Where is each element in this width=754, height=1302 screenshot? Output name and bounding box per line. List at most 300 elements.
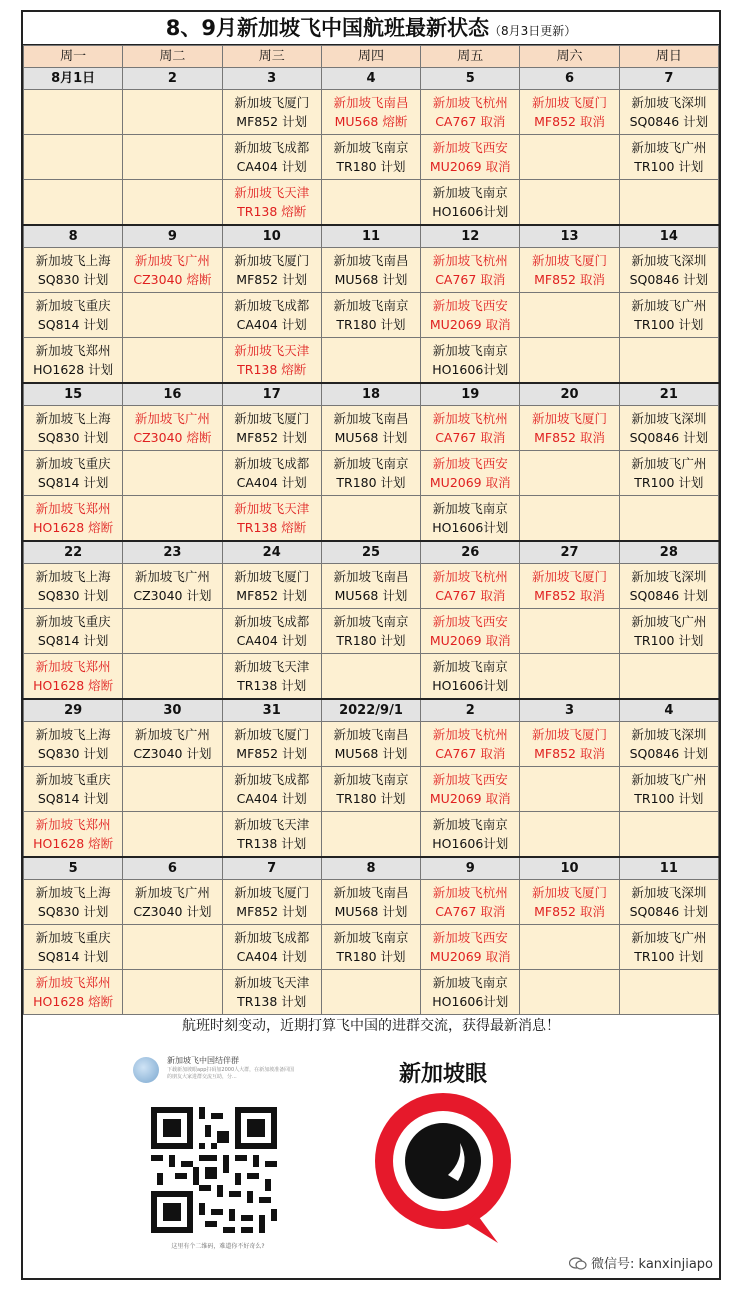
- flight-cell: [123, 880, 222, 925]
- date-cell: 8: [321, 857, 420, 880]
- flight-status: MU568 计划: [334, 746, 408, 761]
- flight-status: TR180 计划: [336, 633, 406, 648]
- flight-route: 新加坡飞厦门: [532, 569, 608, 584]
- flight-route: 新加坡飞上海: [35, 885, 111, 900]
- flight-row: [24, 925, 719, 970]
- group-desc: 下载新加坡眼app扫码加2000人大群，在新加坡准备回国的朋友大家进群交流互助，分...: [167, 1067, 295, 1080]
- flight-route: 新加坡飞广州: [134, 885, 210, 900]
- flight-cell: [520, 767, 619, 812]
- flight-cell: [619, 970, 718, 1015]
- flight-status: HO1628 熔断: [33, 836, 114, 851]
- date-cell: 26: [421, 541, 520, 564]
- date-cell: 3: [222, 68, 321, 90]
- flight-cell: [222, 970, 321, 1015]
- date-cell: 15: [24, 383, 123, 406]
- flight-status: HO1628 熔断: [33, 520, 114, 535]
- flight-status: HO1606计划: [432, 204, 509, 219]
- flight-status: HO1628 计划: [33, 362, 114, 377]
- flight-cell: [619, 496, 718, 542]
- flight-route: 新加坡飞天津: [234, 817, 310, 832]
- flight-route: 新加坡飞南京: [432, 501, 508, 516]
- flight-route: 新加坡飞成都: [234, 298, 310, 313]
- flight-cell: [123, 609, 222, 654]
- flight-route: 新加坡飞成都: [234, 456, 310, 471]
- wechat-label: [569, 1253, 713, 1272]
- date-cell: 25: [321, 541, 420, 564]
- flight-route: 新加坡飞厦门: [234, 727, 310, 742]
- flight-route: 新加坡飞南京: [333, 930, 409, 945]
- flight-route: 新加坡飞广州: [134, 727, 210, 742]
- flight-status: MU2069 取消: [429, 475, 511, 490]
- flight-cell: [520, 970, 619, 1015]
- logo-text: 新加坡眼: [398, 1062, 488, 1087]
- flight-cell: [123, 496, 222, 542]
- flight-cell: [123, 90, 222, 135]
- flight-cell: [619, 654, 718, 700]
- flight-status: HO1628 熔断: [33, 678, 114, 693]
- logo-eye: [348, 1043, 538, 1243]
- flight-route: 新加坡飞南京: [432, 185, 508, 200]
- flight-cell: [321, 609, 420, 654]
- date-cell: 10: [222, 225, 321, 248]
- flight-status: MF852 计划: [236, 430, 308, 445]
- flight-cell: [421, 654, 520, 700]
- flight-cell: [520, 135, 619, 180]
- flight-cell: [520, 925, 619, 970]
- flight-status: MF852 取消: [534, 588, 605, 603]
- flight-route: 新加坡飞天津: [234, 659, 310, 674]
- flight-route: 新加坡飞成都: [234, 772, 310, 787]
- flight-cell: [619, 722, 718, 767]
- date-cell: 30: [123, 699, 222, 722]
- flight-status: MU568 计划: [334, 272, 408, 287]
- weekday-header: 周六: [520, 46, 619, 68]
- flight-cell: [321, 90, 420, 135]
- date-cell: 22: [24, 541, 123, 564]
- flight-status: TR100 计划: [634, 949, 704, 964]
- flight-status: CZ3040 计划: [133, 904, 212, 919]
- flight-status: MF852 计划: [236, 746, 308, 761]
- flight-status: SQ814 计划: [37, 475, 109, 490]
- flight-cell: [520, 812, 619, 858]
- flight-row: [24, 248, 719, 293]
- flight-cell: [619, 767, 718, 812]
- flight-cell: [321, 338, 420, 384]
- flight-cell: [619, 880, 718, 925]
- date-cell: 4: [619, 699, 718, 722]
- flight-status: CA404 计划: [236, 159, 307, 174]
- flight-route: 新加坡飞广州: [631, 298, 707, 313]
- flight-row: [24, 90, 719, 135]
- weekday-header: 周四: [321, 46, 420, 68]
- date-cell: 17: [222, 383, 321, 406]
- flight-status: TR100 计划: [634, 633, 704, 648]
- flight-cell: [222, 496, 321, 542]
- flight-cell: [321, 451, 420, 496]
- flight-status: TR100 计划: [634, 159, 704, 174]
- qr-caption: 这里有个二维码，难道你不好奇么?: [171, 1243, 265, 1250]
- flight-cell: [520, 180, 619, 226]
- flight-route: 新加坡飞西安: [432, 614, 508, 629]
- flight-status: HO1606计划: [432, 678, 509, 693]
- flight-cell: [321, 654, 420, 700]
- group-name: 新加坡飞中国结伴群: [167, 1056, 239, 1065]
- flight-status: MF852 取消: [534, 904, 605, 919]
- flight-cell: [321, 767, 420, 812]
- flight-route: 新加坡飞天津: [234, 343, 310, 358]
- flight-status: SQ814 计划: [37, 633, 109, 648]
- calendar-table: [23, 45, 719, 1015]
- flight-status: SQ830 计划: [37, 746, 109, 761]
- flight-status: SQ814 计划: [37, 317, 109, 332]
- date-row: [24, 699, 719, 722]
- date-row: [24, 383, 719, 406]
- flight-cell: [123, 293, 222, 338]
- flight-route: 新加坡飞厦门: [532, 95, 608, 110]
- flight-cell: [619, 925, 718, 970]
- flight-route: 新加坡飞南京: [333, 140, 409, 155]
- flight-cell: [24, 135, 123, 180]
- flight-cell: [619, 338, 718, 384]
- date-cell: 28: [619, 541, 718, 564]
- flight-status: CA404 计划: [236, 633, 307, 648]
- wechat-id: 微信号: kanxinjiapo: [591, 1257, 713, 1272]
- footer-notice: 航班时刻变动，近期打算飞中国的进群交流，获得最新消息！: [182, 1018, 560, 1034]
- flight-route: 新加坡飞南京: [432, 659, 508, 674]
- flight-status: MU2069 取消: [429, 791, 511, 806]
- flight-cell: [619, 248, 718, 293]
- flight-status: TR138 熔断: [237, 204, 307, 219]
- flight-cell: [24, 970, 123, 1015]
- group-card: [133, 1053, 303, 1093]
- flight-row: [24, 812, 719, 858]
- date-cell: 7: [619, 68, 718, 90]
- date-cell: 20: [520, 383, 619, 406]
- flight-status: SQ0846 计划: [629, 114, 709, 129]
- flight-status: MF852 计划: [236, 904, 308, 919]
- flight-route: 新加坡飞郑州: [35, 659, 111, 674]
- flight-route: 新加坡飞南京: [333, 772, 409, 787]
- flight-status: CA404 计划: [236, 475, 307, 490]
- flight-cell: [321, 180, 420, 226]
- flight-cell: [619, 90, 718, 135]
- flight-status: HO1606计划: [432, 994, 509, 1009]
- flight-status: SQ0846 计划: [629, 588, 709, 603]
- flight-cell: [123, 248, 222, 293]
- flight-route: 新加坡飞天津: [234, 975, 310, 990]
- flight-route: 新加坡飞成都: [234, 930, 310, 945]
- flight-cell: [123, 925, 222, 970]
- date-row: [24, 225, 719, 248]
- page-title: [23, 12, 719, 45]
- flight-status: CZ3040 计划: [133, 588, 212, 603]
- flight-row: [24, 880, 719, 925]
- flight-cell: [24, 564, 123, 609]
- flight-cell: [24, 451, 123, 496]
- qr-code[interactable]: [151, 1107, 277, 1233]
- flight-cell: [520, 90, 619, 135]
- flight-route: 新加坡飞南昌: [333, 95, 409, 110]
- flight-cell: [222, 564, 321, 609]
- flight-status: TR100 计划: [634, 791, 704, 806]
- flight-status: TR138 计划: [237, 994, 307, 1009]
- flight-cell: [222, 90, 321, 135]
- flight-cell: [24, 248, 123, 293]
- flight-cell: [123, 970, 222, 1015]
- flight-cell: [24, 880, 123, 925]
- flight-status: SQ0846 计划: [629, 430, 709, 445]
- flight-status: SQ814 计划: [37, 791, 109, 806]
- flight-status: CA767 取消: [435, 904, 506, 919]
- flight-cell: [123, 180, 222, 226]
- flight-route: 新加坡飞厦门: [532, 253, 608, 268]
- flight-status: TR138 熔断: [237, 362, 307, 377]
- date-cell: 9: [123, 225, 222, 248]
- flight-status: TR180 计划: [336, 159, 406, 174]
- flight-route: 新加坡飞西安: [432, 772, 508, 787]
- flight-status: MF852 计划: [236, 588, 308, 603]
- flight-cell: [619, 406, 718, 451]
- flight-cell: [619, 451, 718, 496]
- flight-status: SQ830 计划: [37, 904, 109, 919]
- flight-cell: [421, 338, 520, 384]
- flight-row: [24, 406, 719, 451]
- flight-route: 新加坡飞南京: [333, 456, 409, 471]
- flight-route: 新加坡飞南昌: [333, 727, 409, 742]
- flight-cell: [123, 135, 222, 180]
- flight-route: 新加坡飞成都: [234, 140, 310, 155]
- date-cell: 7: [222, 857, 321, 880]
- flight-cell: [123, 338, 222, 384]
- flight-status: CA767 取消: [435, 114, 506, 129]
- flight-cell: [421, 722, 520, 767]
- flight-cell: [321, 880, 420, 925]
- flight-route: 新加坡飞杭州: [432, 253, 508, 268]
- date-cell: 5: [24, 857, 123, 880]
- flight-route: 新加坡飞南京: [333, 298, 409, 313]
- flight-row: [24, 451, 719, 496]
- flight-cell: [619, 609, 718, 654]
- flight-cell: [123, 654, 222, 700]
- flight-row: [24, 564, 719, 609]
- flight-cell: [222, 180, 321, 226]
- date-cell: 12: [421, 225, 520, 248]
- flight-cell: [123, 564, 222, 609]
- flight-cell: [421, 135, 520, 180]
- flight-status: TR180 计划: [336, 791, 406, 806]
- flight-route: 新加坡飞深圳: [631, 95, 707, 110]
- flight-row: [24, 135, 719, 180]
- flight-cell: [619, 293, 718, 338]
- weekday-header: 周二: [123, 46, 222, 68]
- flight-cell: [222, 812, 321, 858]
- flight-cell: [520, 293, 619, 338]
- flight-cell: [421, 880, 520, 925]
- flight-cell: [222, 135, 321, 180]
- flight-cell: [619, 564, 718, 609]
- flight-route: 新加坡飞厦门: [234, 569, 310, 584]
- flight-cell: [321, 812, 420, 858]
- flight-cell: [321, 925, 420, 970]
- flight-route: 新加坡飞南京: [333, 614, 409, 629]
- flight-status: MU2069 取消: [429, 159, 511, 174]
- flight-status: MU568 计划: [334, 588, 408, 603]
- flight-route: 新加坡飞西安: [432, 298, 508, 313]
- flight-route: 新加坡飞深圳: [631, 727, 707, 742]
- date-cell: 8月1日: [24, 68, 123, 90]
- flight-route: 新加坡飞杭州: [432, 727, 508, 742]
- flight-route: 新加坡飞上海: [35, 253, 111, 268]
- flight-cell: [421, 406, 520, 451]
- flight-cell: [421, 812, 520, 858]
- wechat-icon: [569, 1257, 587, 1270]
- flight-cell: [123, 767, 222, 812]
- flight-cell: [321, 135, 420, 180]
- date-cell: 19: [421, 383, 520, 406]
- flight-route: 新加坡飞厦门: [532, 411, 608, 426]
- weekday-header: 周三: [222, 46, 321, 68]
- flight-cell: [421, 609, 520, 654]
- title-main: 8、9月新加坡飞中国航班最新状态: [165, 16, 489, 40]
- flight-route: 新加坡飞重庆: [35, 772, 111, 787]
- flight-cell: [421, 451, 520, 496]
- date-cell: 13: [520, 225, 619, 248]
- group-avatar: [133, 1057, 159, 1083]
- flight-route: 新加坡飞南昌: [333, 569, 409, 584]
- flight-cell: [123, 812, 222, 858]
- flight-route: 新加坡飞杭州: [432, 885, 508, 900]
- flight-status: TR100 计划: [634, 475, 704, 490]
- flight-route: 新加坡飞深圳: [631, 253, 707, 268]
- flight-route: 新加坡飞广州: [631, 456, 707, 471]
- flight-cell: [321, 406, 420, 451]
- date-cell: 9: [421, 857, 520, 880]
- flight-cell: [24, 767, 123, 812]
- flight-status: CA767 取消: [435, 588, 506, 603]
- flight-route: 新加坡飞杭州: [432, 95, 508, 110]
- flight-cell: [321, 564, 420, 609]
- weekday-header: 周日: [619, 46, 718, 68]
- date-cell: 8: [24, 225, 123, 248]
- date-cell: 23: [123, 541, 222, 564]
- flight-route: 新加坡飞杭州: [432, 411, 508, 426]
- flight-cell: [520, 609, 619, 654]
- flight-cell: [520, 406, 619, 451]
- flight-cell: [222, 925, 321, 970]
- flight-row: [24, 970, 719, 1015]
- flight-cell: [520, 496, 619, 542]
- flight-status: SQ0846 计划: [629, 904, 709, 919]
- flight-cell: [24, 496, 123, 542]
- flight-route: 新加坡飞厦门: [532, 885, 608, 900]
- date-cell: 21: [619, 383, 718, 406]
- flight-route: 新加坡飞南昌: [333, 411, 409, 426]
- flight-route: 新加坡飞西安: [432, 930, 508, 945]
- flight-route: 新加坡飞天津: [234, 185, 310, 200]
- flight-status: TR180 计划: [336, 317, 406, 332]
- flight-cell: [421, 970, 520, 1015]
- flight-route: 新加坡飞成都: [234, 614, 310, 629]
- date-cell: 11: [321, 225, 420, 248]
- date-cell: 2: [123, 68, 222, 90]
- calendar-grid: [23, 45, 719, 1015]
- flight-route: 新加坡飞天津: [234, 501, 310, 516]
- flight-route: 新加坡飞广州: [134, 569, 210, 584]
- flight-status: HO1606计划: [432, 520, 509, 535]
- flight-status: MF852 取消: [534, 430, 605, 445]
- flight-cell: [222, 248, 321, 293]
- flight-cell: [24, 925, 123, 970]
- flight-cell: [24, 406, 123, 451]
- flight-row: [24, 338, 719, 384]
- date-cell: 10: [520, 857, 619, 880]
- flight-cell: [321, 248, 420, 293]
- flight-status: CZ3040 熔断: [133, 272, 212, 287]
- date-cell: 6: [520, 68, 619, 90]
- flight-route: 新加坡飞上海: [35, 727, 111, 742]
- title-updated: （8月3日更新）: [488, 24, 577, 38]
- flight-cell: [619, 135, 718, 180]
- flight-cell: [24, 180, 123, 226]
- flight-cell: [24, 722, 123, 767]
- flight-route: 新加坡飞重庆: [35, 930, 111, 945]
- flight-cell: [222, 722, 321, 767]
- flight-route: 新加坡飞广州: [134, 411, 210, 426]
- date-cell: 5: [421, 68, 520, 90]
- flight-route: 新加坡飞重庆: [35, 456, 111, 471]
- flight-status: SQ830 计划: [37, 588, 109, 603]
- flight-route: 新加坡飞南昌: [333, 885, 409, 900]
- flight-cell: [421, 564, 520, 609]
- flight-status: MU568 熔断: [334, 114, 408, 129]
- flight-status: CA404 计划: [236, 317, 307, 332]
- flight-status: MF852 计划: [236, 114, 308, 129]
- flight-status: SQ0846 计划: [629, 272, 709, 287]
- flight-route: 新加坡飞郑州: [35, 975, 111, 990]
- flight-route: 新加坡飞郑州: [35, 817, 111, 832]
- flight-cell: [619, 812, 718, 858]
- flight-cell: [123, 722, 222, 767]
- date-cell: 14: [619, 225, 718, 248]
- flight-route: 新加坡飞厦门: [234, 95, 310, 110]
- flight-status: MU2069 取消: [429, 317, 511, 332]
- date-cell: 27: [520, 541, 619, 564]
- flight-route: 新加坡飞郑州: [35, 343, 111, 358]
- flight-route: 新加坡飞深圳: [631, 885, 707, 900]
- flight-route: 新加坡飞厦门: [532, 727, 608, 742]
- flight-status: TR138 计划: [237, 678, 307, 693]
- flight-status: TR138 计划: [237, 836, 307, 851]
- flight-cell: [321, 293, 420, 338]
- flight-status: MU568 计划: [334, 430, 408, 445]
- flight-cell: [520, 880, 619, 925]
- flight-status: CA404 计划: [236, 949, 307, 964]
- flight-status: TR138 熔断: [237, 520, 307, 535]
- flight-cell: [321, 970, 420, 1015]
- flight-cell: [123, 406, 222, 451]
- date-cell: 18: [321, 383, 420, 406]
- flight-route: 新加坡飞广州: [631, 140, 707, 155]
- flight-status: MF852 计划: [236, 272, 308, 287]
- date-cell: 4: [321, 68, 420, 90]
- flight-route: 新加坡飞厦门: [234, 411, 310, 426]
- weekday-header: 周五: [421, 46, 520, 68]
- flight-cell: [421, 180, 520, 226]
- flight-cell: [520, 564, 619, 609]
- flight-route: 新加坡飞上海: [35, 411, 111, 426]
- date-cell: 11: [619, 857, 718, 880]
- flight-status: MF852 取消: [534, 114, 605, 129]
